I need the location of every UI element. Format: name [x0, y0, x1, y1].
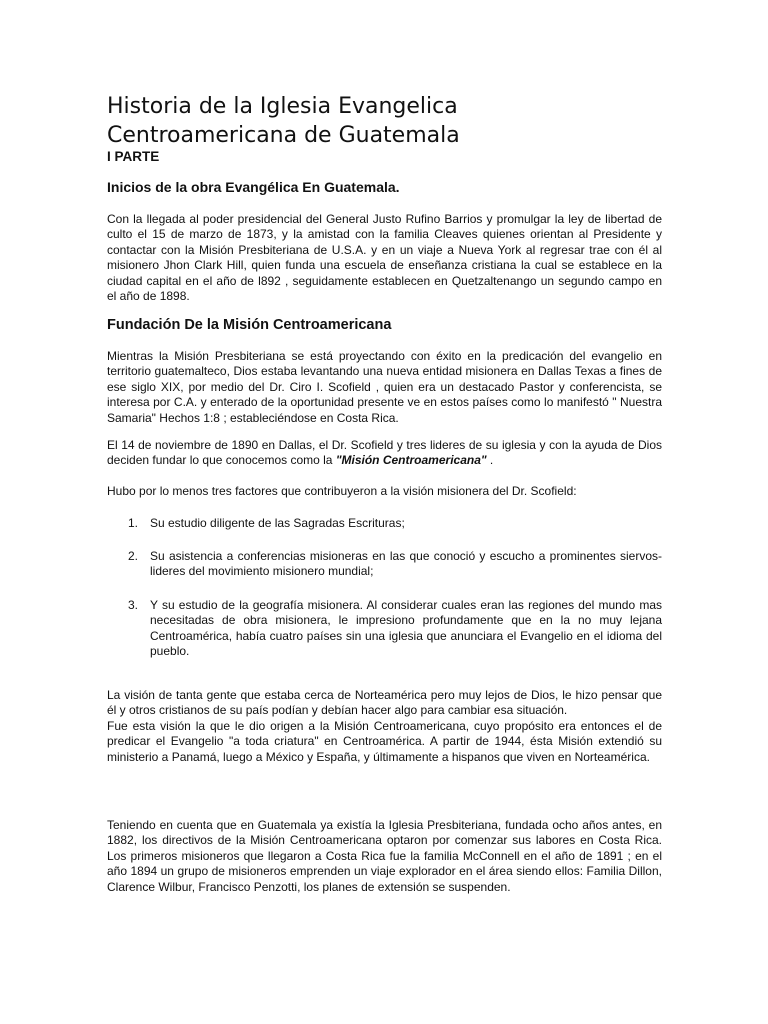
list-item-text: Su asistencia a conferencias misioneras en las que conoció y escucho a prominentes siervos-lideres del movimiento misionero mundial; [150, 549, 662, 579]
document-title [107, 92, 460, 150]
paragraph-factores-intro: Hubo por lo menos tres factores que contribuyeron a la visión misionera del Dr. Scofield: [107, 484, 577, 498]
title-line-1: Historia de la Iglesia Evangelica [107, 94, 458, 119]
list-item-text: Su estudio diligente de las Sagradas Escrituras; [150, 516, 405, 530]
list-item-text: Y su estudio de la geografía misionera. Al considerar cuales eran las regiones del mundo mas necesitadas de obra misionera, le impresiono profundamente que en la no muy lejana Centroamérica, había cuatro países sin una iglesia que anunciara el Evangelio en el idioma del pueblo. [150, 598, 662, 659]
section-heading-fundacion: Fundación De la Misión Centroamericana [107, 317, 392, 333]
list-item-number: 2. [128, 549, 139, 563]
title-line-2: Centroamericana de Guatemala [107, 123, 460, 148]
mision-centroamericana-emphasis: "Misión Centroamericana" [335, 453, 487, 468]
list-item-number: 3. [128, 598, 139, 612]
list-item-number: 1. [128, 516, 139, 530]
paragraph-inicios: Con la llegada al poder presidencial del General Justo Rufino Barrios y promulgar la ley de libertad de culto el 15 de marzo de 1873, y la amistad con la familia Cleaves quienes orientan al Presidente y contactar con la Misión Presbiteriana de U.S.A. y en un viaje a Nueva York al regresar trae con él al misionero Jhon Clark Hill, quien funda una escuela de enseñanza cristiana la cual se establece en la ciudad capital en el año de l892 , seguidamente establecen en Quetzaltenango un segundo campo en el año de 1898. [107, 212, 662, 304]
part-label: I PARTE [107, 149, 160, 164]
paragraph-vision-line-a: La visión de tanta gente que estaba cerca de Norteamérica pero muy lejos de Dios, le hizo pensar que él y otros cristianos de su país podían y debían hacer algo para cambiar esa situación. [107, 688, 662, 718]
paragraph-fundacion-text: El 14 de noviembre de 1890 en Dallas, el Dr. Scofield y tres lideres de su iglesia y con la ayuda de Dios deciden fundar lo que conocemos como la [107, 438, 662, 468]
paragraph-mientras: Mientras la Misión Presbiteriana se está proyectando con éxito en la predicación del evangelio en territorio guatemalteco, Dios estaba levantando una nueva entidad misionera en Dallas Texas a fines de ese siglo XIX, por medio del Dr. Ciro I. Scofield , quien era un destacado Pastor y conferencista, se interesa por C.A. y enterado de la oportunidad presente ve en estos países como lo manifestó " Nuestra Samaria" Hechos 1:8 ; estableciéndose en Costa Rica. [107, 349, 662, 425]
section-heading-inicios: Inicios de la obra Evangélica En Guatemala. [107, 179, 400, 195]
paragraph-guatemala-costa-rica: Teniendo en cuenta que en Guatemala ya existía la Iglesia Presbiteriana, fundada ocho años antes, en 1882, los directivos de la Misión Centroamericana optaron por comenzar sus labores en Costa Rica. Los primeros misioneros que llegaron a Costa Rica fue la familia McConnell en el año de 1891 ; en el año 1894 un grupo de misioneros emprenden un viaje explorador en el área siendo ellos: Familia Dillon, Clarence Wilbur, Francisco Penzotti, los planes de extensión se suspenden. [107, 818, 662, 894]
paragraph-fundacion-end: . [486, 453, 494, 468]
paragraph-fundacion-date [107, 438, 662, 469]
paragraph-vision [107, 688, 662, 765]
paragraph-vision-line-b: Fue esta visión la que le dio origen a la Misión Centroamericana, cuyo propósito era entonces el de predicar el Evangelio "a toda criatura" en Centroamérica. A partir de 1944, ésta Misión extendió su ministerio a Panamá, luego a México y España, y últimamente a hispanos que viven en Norteamérica. [107, 718, 662, 764]
